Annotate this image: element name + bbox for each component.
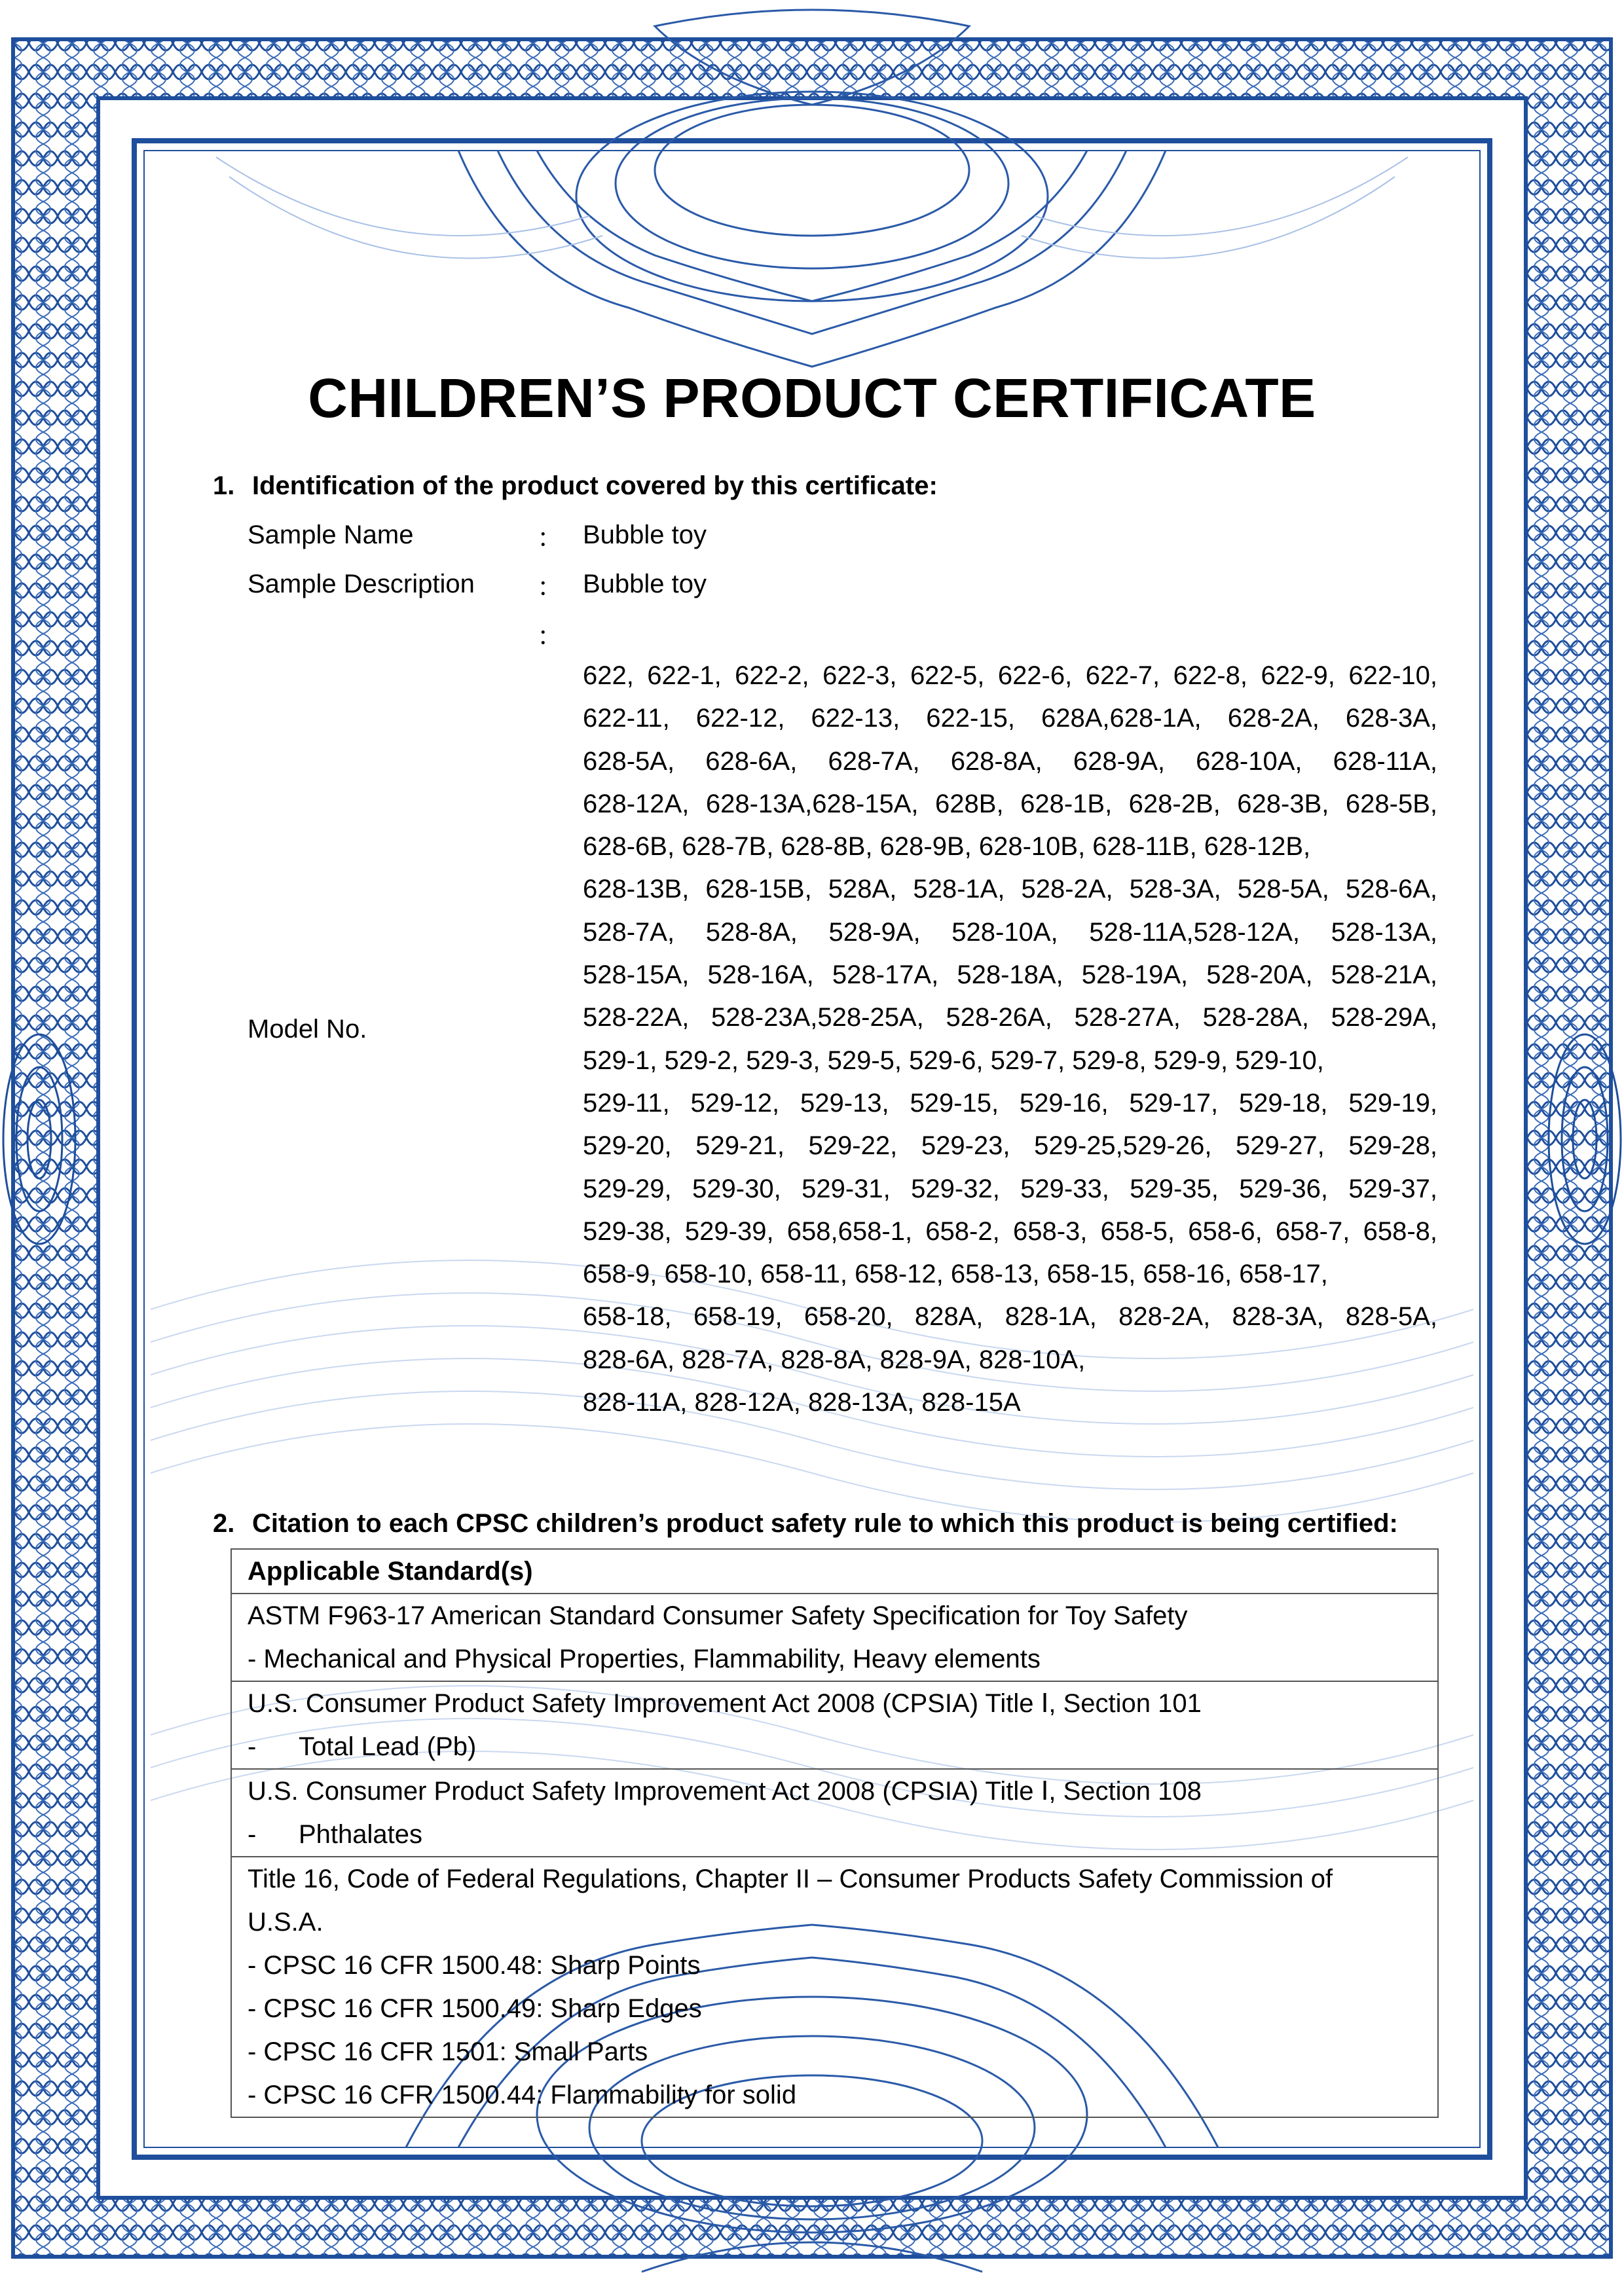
model-number-line: 628-13B, 628-15B, 528A, 528-1A, 528-2A, 528-3A, 528-5A, 528-6A,: [583, 875, 1437, 904]
standard-title: U.S. Consumer Product Safety Improvement Act 2008 (CPSIA) Title Ⅰ, Section 108: [248, 1777, 1202, 1806]
standard-line: - Mechanical and Physical Properties, Flammability, Heavy elements: [248, 1645, 1041, 1673]
sample-name-label: Sample Name: [248, 520, 414, 549]
model-number-line: 622, 622-1, 622-2, 622-3, 622-5, 622-6, 622-7, 622-8, 622-9, 622-10,: [583, 661, 1437, 690]
section-1-heading: [213, 471, 938, 501]
table-row: [231, 1769, 1438, 1857]
standard-line: ASTM F963-17 American Standard Consumer Safety Specification for Toy Safety: [248, 1601, 1188, 1630]
table-header-row: [231, 1549, 1438, 1594]
model-number-line: 628-6B, 628-7B, 628-8B, 628-9B, 628-10B, 628-11B, 628-12B,: [583, 832, 1311, 862]
standard-item-text: Phthalates: [299, 1820, 423, 1849]
model-no-label: Model No.: [248, 1015, 367, 1044]
model-number-line: 529-38, 529-39, 658,658-1, 658-2, 658-3, 658-5, 658-6, 658-7, 658-8,: [583, 1216, 1437, 1246]
table-cell: [231, 1594, 1438, 1681]
bullet-dash: -: [248, 1820, 257, 1849]
model-number-line: 658-18, 658-19, 658-20, 828A, 828-1A, 828-2A, 828-3A, 828-5A,: [583, 1302, 1437, 1332]
standard-item-text: Total Lead (Pb): [299, 1732, 477, 1761]
model-number-line: 628-5A, 628-6A, 628-7A, 628-8A, 628-9A, 628-10A, 628-11A,: [583, 746, 1437, 776]
standard-line: Title 16, Code of Federal Regulations, Chapter II – Consumer Products Safety Commission of: [248, 1865, 1333, 1893]
table-cell: [231, 1681, 1438, 1769]
table-cell: [231, 1857, 1438, 2117]
model-number-line: 658-9, 658-10, 658-11, 658-12, 658-13, 658-15, 658-16, 658-17,: [583, 1260, 1328, 1289]
model-number-line: 628-12A, 628-13A,628-15A, 628B, 628-1B, 628-2B, 628-3B, 628-5B,: [583, 789, 1437, 818]
standard-line: U.S.A.: [248, 1908, 323, 1937]
sample-description-label: Sample Description: [248, 570, 475, 598]
sample-name-colon: ：: [537, 524, 563, 553]
sample-description-colon: ：: [537, 573, 563, 602]
model-number-line: 529-20, 529-21, 529-22, 529-23, 529-25,529-26, 529-27, 529-28,: [583, 1131, 1437, 1161]
model-number-list: [583, 655, 1437, 1424]
model-no-colon: ：: [537, 622, 563, 651]
table-header-cell: [231, 1549, 1438, 1594]
model-number-line: 622-11, 622-12, 622-13, 622-15, 628A,628-1A, 628-2A, 628-3A,: [583, 704, 1437, 733]
model-number-line: 828-11A, 828-12A, 828-13A, 828-15A: [583, 1388, 1021, 1417]
table-row: [231, 1857, 1438, 2117]
standard-line: - CPSC 16 CFR 1500.48: Sharp Points: [248, 1951, 701, 1980]
standard-item: [248, 1813, 1422, 1856]
model-number-line: 828-6A, 828-7A, 828-8A, 828-9A, 828-10A,: [583, 1345, 1086, 1374]
section-1-heading-text: Identification of the product covered by this certificate:: [252, 471, 938, 500]
model-number-line: 529-11, 529-12, 529-13, 529-15, 529-16, 529-17, 529-18, 529-19,: [583, 1088, 1437, 1118]
model-number-line: 528-22A, 528-23A,528-25A, 528-26A, 528-27A, 528-28A, 528-29A,: [583, 1003, 1437, 1032]
table-row: [231, 1681, 1438, 1769]
standard-line: - CPSC 16 CFR 1500.44: Flammability for solid: [248, 2081, 797, 2109]
standard-title: U.S. Consumer Product Safety Improvement Act 2008 (CPSIA) Title Ⅰ, Section 101: [248, 1689, 1202, 1718]
section-1-number: 1.: [213, 471, 235, 500]
standard-item: [248, 1725, 1422, 1768]
bullet-dash: -: [248, 1732, 257, 1761]
standard-line: - CPSC 16 CFR 1501: Small Parts: [248, 2037, 648, 2066]
certificate-title: CHILDREN’S PRODUCT CERTIFICATE: [308, 367, 1316, 429]
model-number-line: 528-7A, 528-8A, 528-9A, 528-10A, 528-11A,528-12A, 528-13A,: [583, 917, 1437, 947]
model-number-line: 529-1, 529-2, 529-3, 529-5, 529-6, 529-7, 529-8, 529-9, 529-10,: [583, 1046, 1324, 1075]
sample-name-value: Bubble toy: [583, 520, 707, 549]
section-2-number: 2.: [213, 1509, 235, 1538]
applicable-standards-header: Applicable Standard(s): [248, 1557, 533, 1586]
model-number-line: 528-15A, 528-16A, 528-17A, 528-18A, 528-19A, 528-20A, 528-21A,: [583, 960, 1437, 990]
model-number-line: 529-29, 529-30, 529-31, 529-32, 529-33, 529-35, 529-36, 529-37,: [583, 1174, 1437, 1203]
table-cell: [231, 1769, 1438, 1857]
table-row: [231, 1594, 1438, 1681]
standard-line: - CPSC 16 CFR 1500.49: Sharp Edges: [248, 1994, 702, 2023]
applicable-standards-table: [231, 1548, 1439, 2118]
section-2-heading: [213, 1509, 1398, 1539]
sample-description-value: Bubble toy: [583, 570, 707, 598]
section-2-heading-text: Citation to each CPSC children’s product safety rule to which this product is being certified:: [252, 1509, 1398, 1538]
